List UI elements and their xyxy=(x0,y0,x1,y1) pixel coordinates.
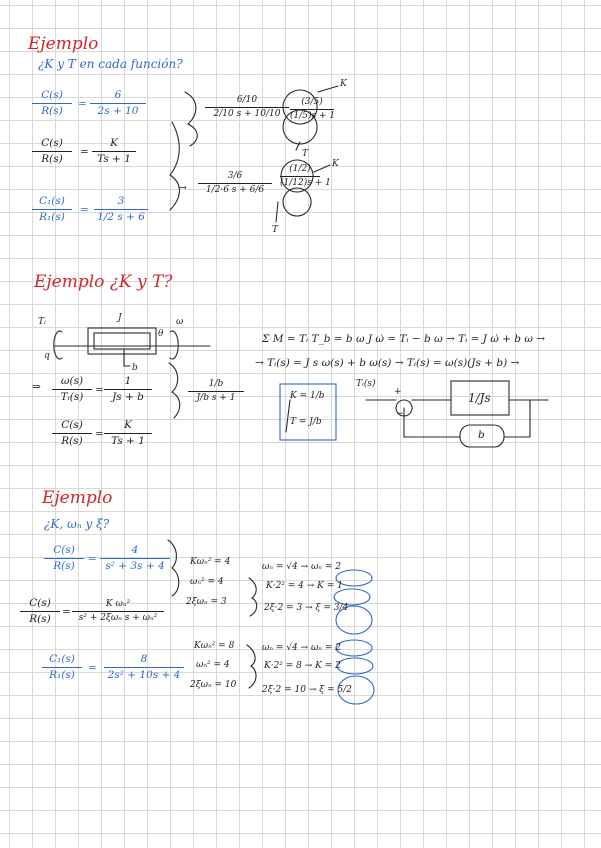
result-k: K = 1/b xyxy=(290,391,325,401)
s3-general-lhs: C(s) R(s) xyxy=(20,598,60,624)
s3-eq1-result-2: 2ξ·2 = 3 → ξ = 3/4 xyxy=(264,603,349,613)
tf-rhs: 1 Js + b xyxy=(104,376,152,402)
s3-eq1-result-1: K·2² = 4 → K = 1 xyxy=(266,581,343,591)
s3-eq1-work-1: ωₙ² = 4 xyxy=(190,577,224,587)
eq1-t-label: T xyxy=(302,149,309,159)
section3-heading: Ejemplo xyxy=(42,488,113,508)
s3-eq1-rhs: 4 s² + 3s + 4 xyxy=(100,545,170,571)
brace-2 xyxy=(170,122,179,210)
tf-general-rhs: K Ts + 1 xyxy=(104,420,152,446)
s3-general-rhs: K ωₙ² s² + 2ξωₙ s + ωₙ² xyxy=(72,600,164,623)
tf-general-lhs: C(s) R(s) xyxy=(52,420,92,446)
section2-heading: Ejemplo ¿K y T? xyxy=(34,272,173,292)
brace-3 xyxy=(169,363,180,418)
section3-question: ¿K, ωₙ y ξ? xyxy=(44,517,110,531)
equation-line2: → Tᵢ(s) = J s ω(s) + b ω(s) → Tᵢ(s) = ω(s)(Js + b) → xyxy=(255,357,520,369)
notebook-page: Ejemplo ¿K y T en cada función? C(s) R(s) = 6 2s + 10 6/10 2/10 s + 10/10 (3/5) (1/5)s + 1 K T C(s) R(s) = K Ts + 1 C₁(s) R₁(s) = 3 1/2 s + 6 → 3/6 1/2·6 s + 6/6 (1/2) (1/12)s + 1 K T Ejemplo ¿K y T? Tᵢ J ω θ q b Σ M = Tᵢ T_b = b ω J ω̇ = Tᵢ − b ω → Tᵢ = J ω̇ + b ω → → Tᵢ(s) = J s ω(s) + b ω(s) → Tᵢ(s) = ω(s)(Js + b) → ⇒ ω(s) Tᵢ(s) = 1 Js + b 1/b J/b s + 1 C(s) R(s) = K Ts + 1 K = 1/b T = J/b Tᵢ(s) − + 1/Js b Ejemplo ¿K, ωₙ y ξ? C(s) R(s) = 4 s² + 3s + 4 Kωₙ² = 4 ωₙ² = 4 2ξωₙ = 3 ωₙ = √4 → ωₙ = 2 K·2² = 4 → K = 1 2ξ·2 = 3 → ξ = 3/4 C(s) R(s) = K ωₙ² s² + 2ξωₙ s + ωₙ² C₁(s) R₁(s) = 8 2s² + 10s + 4 Kωₙ² = 8 ωₙ² = 4 2ξωₙ = 10 ωₙ = √4 → ωₙ = 2 K·2² = 8 → K = 2 2ξ·2 = 10 → ξ = 5/2 xyxy=(0,0,601,848)
eq1-rhs: 6 2s + 10 xyxy=(90,90,146,116)
brace-5 xyxy=(249,578,257,616)
label-q: q xyxy=(44,351,50,361)
label-ti: Tᵢ xyxy=(38,317,46,327)
brace-6 xyxy=(247,645,256,688)
label-j: J xyxy=(118,313,122,323)
s3-eq1-result-0: ωₙ = √4 → ωₙ = 2 xyxy=(262,562,341,572)
s3-eq1-work-0: Kωₙ² = 4 xyxy=(190,557,231,567)
eq1-k-label: K xyxy=(340,79,347,89)
tf-lhs: ω(s) Tᵢ(s) xyxy=(52,376,92,402)
eq2-normalized-result: (1/2) (1/12)s + 1 xyxy=(280,164,331,188)
s3-eq2-work-1: ωₙ² = 4 xyxy=(196,660,230,670)
forward-block-label: 1/Js xyxy=(468,391,491,405)
s3-eq2-work-0: Kωₙ² = 8 xyxy=(194,641,235,651)
equation-line1: Σ M = Tᵢ T_b = b ω J ω̇ = Tᵢ − b ω → Tᵢ = J ω̇ + b ω → xyxy=(262,333,546,345)
label-w: ω xyxy=(176,317,184,327)
eq2-lhs: C₁(s) R₁(s) xyxy=(32,196,72,222)
general-first-order-lhs: C(s) R(s) xyxy=(32,138,72,164)
brace-1 xyxy=(185,92,197,146)
eq2-k-label: K xyxy=(332,159,339,169)
sum-plus: + xyxy=(394,387,402,397)
s3-eq2-result-2: 2ξ·2 = 10 → ξ = 5/2 xyxy=(262,685,352,695)
label-theta: θ xyxy=(158,329,164,339)
section1-heading: Ejemplo xyxy=(28,34,99,54)
s3-eq2-rhs: 8 2s² + 10s + 4 xyxy=(104,654,184,680)
eq2-normalized: 3/6 1/2·6 s + 6/6 xyxy=(198,172,272,195)
eq1-lhs: C(s) R(s) xyxy=(32,90,72,116)
block-input-label: Tᵢ(s) xyxy=(356,379,376,389)
feedback-block-label: b xyxy=(478,429,485,441)
sum-minus: − xyxy=(396,409,404,419)
section1-question: ¿K y T en cada función? xyxy=(38,57,183,71)
s3-eq2-work-2: 2ξωₙ = 10 xyxy=(190,680,237,690)
s3-eq2-result-1: K·2² = 8 → K = 2 xyxy=(264,661,341,671)
result-t: T = J/b xyxy=(290,417,322,427)
s3-eq1-lhs: C(s) R(s) xyxy=(44,545,84,571)
eq2-rhs: 3 1/2 s + 6 xyxy=(94,196,148,222)
eq2-t-label: T xyxy=(272,225,279,235)
label-b: b xyxy=(132,363,138,373)
tf-normalized: 1/b J/b s + 1 xyxy=(188,380,244,403)
s3-eq1-work-2: 2ξωₙ = 3 xyxy=(186,597,227,607)
s3-eq2-result-0: ωₙ = √4 → ωₙ = 2 xyxy=(262,643,341,653)
eq1-normalized-result: (3/5) (1/5)s + 1 xyxy=(290,97,336,121)
inertia-box xyxy=(88,328,156,354)
eq1-normalized: 6/10 2/10 s + 10/10 xyxy=(205,96,289,119)
general-first-order-rhs: K Ts + 1 xyxy=(92,138,136,164)
s3-eq2-lhs: C₁(s) R₁(s) xyxy=(42,654,82,680)
